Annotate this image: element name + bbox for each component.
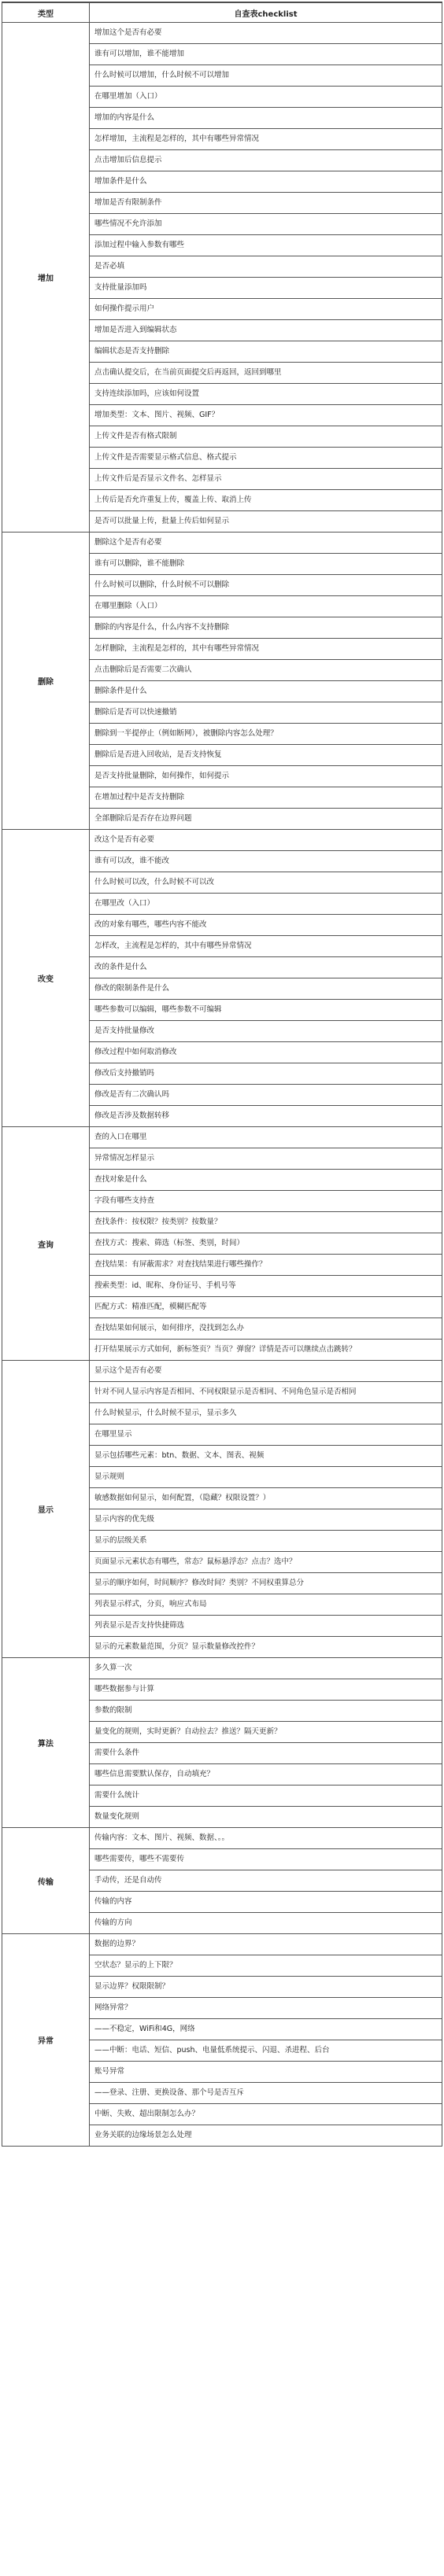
checklist-item: 谁有可以删除，谁不能删除	[90, 554, 442, 575]
checklist-item: 敏感数据如何显示，如何配置，（隐藏？权限设置？）	[90, 1488, 442, 1509]
checklist-item: 哪些数据参与计算	[90, 1679, 442, 1701]
checklist-item: 查找条件：按权限？按类别？按数量？	[90, 1212, 442, 1233]
checklist-item: 修改是否有二次确认吗	[90, 1085, 442, 1106]
checklist-item: 数量变化规则	[90, 1807, 442, 1828]
checklist-item: 哪些需要传，哪些不需要传	[90, 1849, 442, 1870]
checklist-item: 什么时候可以改，什么时候不可以改	[90, 872, 442, 894]
checklist-item: 哪些参数可以编辑，哪些参数不可编辑	[90, 1000, 442, 1021]
checklist-item: 数据的边界？	[90, 1934, 442, 1955]
table-row	[2, 830, 442, 851]
category-cell: 显示	[2, 1361, 90, 1658]
checklist-item: 增加的内容是什么	[90, 108, 442, 129]
checklist-sheet	[2, 2, 442, 2147]
checklist-item: 怎样改，主流程是怎样的，其中有哪些异常情况	[90, 936, 442, 957]
checklist-item: 空状态？显示的上下限？	[90, 1955, 442, 1977]
checklist-item: 显示的顺序如何，时间顺序？修改时间？类别？不同权重算总分	[90, 1573, 442, 1594]
checklist-item: ——中断：电话、短信、push、电量低系统提示、闪退、杀进程、后台	[90, 2040, 442, 2062]
category-cell: 改变	[2, 830, 90, 1127]
category-cell: 算法	[2, 1658, 90, 1828]
checklist-item: 点击增加后信息提示	[90, 150, 442, 171]
table-row	[2, 1828, 442, 1849]
checklist-item: ——登录、注册、更换设备、那个号是否互斥	[90, 2083, 442, 2104]
checklist-item: 显示边界？权限限制？	[90, 1977, 442, 1998]
checklist-item: 在哪里删除（入口）	[90, 596, 442, 617]
checklist-item: 谁有可以改，谁不能改	[90, 851, 442, 872]
table-row	[2, 1127, 442, 1148]
category-cell: 增加	[2, 23, 90, 533]
checklist-item: 哪些情况不允许添加	[90, 214, 442, 235]
checklist-item: 传输内容：文本、图片、视频、数据、。。	[90, 1828, 442, 1849]
table-row	[2, 1934, 442, 1955]
checklist-item: 查找结果如何展示，如何排序，没找到怎么办	[90, 1318, 442, 1340]
checklist-item: 支持批量添加吗	[90, 278, 442, 299]
checklist-item: 全部删除后是否存在边界问题	[90, 809, 442, 830]
checklist-item: 页面显示元素状态有哪些，常态？鼠标悬浮态？点击？选中？	[90, 1552, 442, 1573]
checklist-item: 哪些信息需要默认保存，自动填充？	[90, 1764, 442, 1786]
checklist-item: 是否支持批量删除，如何操作，如何提示	[90, 766, 442, 787]
checklist-item: 是否可以批量上传，批量上传后如何显示	[90, 511, 442, 533]
checklist-item: 增加是否有限制条件	[90, 193, 442, 214]
checklist-item: 在增加过程中是否支持删除	[90, 787, 442, 809]
checklist-item: 查的入口在哪里	[90, 1127, 442, 1148]
checklist-item: 点击确认提交后，在当前页面提交后再返回，返回到哪里	[90, 363, 442, 384]
checklist-item: 删除这个是否有必要	[90, 533, 442, 554]
checklist-item: 删除的内容是什么，什么内容不支持删除	[90, 617, 442, 639]
checklist-item: 查找结果：有屏蔽需求？对查找结果进行哪些操作？	[90, 1255, 442, 1276]
checklist-item: 多久算一次	[90, 1658, 442, 1679]
table-row	[2, 23, 442, 44]
checklist-item: 传输的内容	[90, 1892, 442, 1913]
checklist-item: 什么时候可以增加，什么时候不可以增加	[90, 65, 442, 87]
checklist-body	[2, 23, 442, 2147]
header-type: 类型	[2, 3, 90, 23]
checklist-item: 修改后支持撤销吗	[90, 1063, 442, 1085]
checklist-item: 查找方式：搜索、筛选（标签、类别，时间）	[90, 1233, 442, 1255]
checklist-item: 改的对象有哪些，哪些内容不能改	[90, 915, 442, 936]
checklist-item: 什么时候显示，什么时候不显示，显示多久	[90, 1403, 442, 1424]
checklist-item: 是否必填	[90, 256, 442, 278]
checklist-item: 增加是否进入到编辑状态	[90, 320, 442, 341]
category-cell: 查询	[2, 1127, 90, 1361]
checklist-item: 量变化的规则，实时更新？自动拉去？推送？隔天更新？	[90, 1722, 442, 1743]
checklist-item: 传输的方向	[90, 1913, 442, 1934]
checklist-item: 编辑状态是否支持删除	[90, 341, 442, 363]
checklist-item: 需要什么条件	[90, 1743, 442, 1764]
checklist-item: 手动传，还是自动传	[90, 1870, 442, 1892]
checklist-item: 需要什么统计	[90, 1786, 442, 1807]
checklist-item: 在哪里显示	[90, 1424, 442, 1446]
checklist-item: 添加过程中输入参数有哪些	[90, 235, 442, 256]
checklist-item: 修改是否涉及数据转移	[90, 1106, 442, 1127]
checklist-item: 是否支持批量修改	[90, 1021, 442, 1042]
checklist-item: 中断、失败、超出限制怎么办？	[90, 2104, 442, 2125]
checklist-item: 显示内容的优先级	[90, 1509, 442, 1531]
table-row	[2, 1658, 442, 1679]
checklist-item: 修改的限制条件是什么	[90, 978, 442, 1000]
checklist-item: 上传文件是否需要显示格式信息、格式提示	[90, 448, 442, 469]
category-cell: 删除	[2, 533, 90, 830]
checklist-item: 删除条件是什么	[90, 681, 442, 702]
checklist-item: 网络异常？	[90, 1998, 442, 2019]
checklist-item: 显示的元素数量范围，分页？显示数量修改控件？	[90, 1637, 442, 1658]
checklist-table	[2, 2, 442, 2147]
checklist-item: 上传文件是否有格式限制	[90, 426, 442, 448]
checklist-item: 业务关联的边缘场景怎么处理	[90, 2125, 442, 2147]
checklist-item: 谁有可以增加，谁不能增加	[90, 44, 442, 65]
checklist-item: 增加类型：文本、图片、视频、GIF？	[90, 405, 442, 426]
checklist-item: 字段有哪些支持查	[90, 1191, 442, 1212]
checklist-item: 账号异常	[90, 2062, 442, 2083]
checklist-item: 列表显示是否支持快捷筛选	[90, 1616, 442, 1637]
checklist-item: 如何操作提示用户	[90, 299, 442, 320]
checklist-item: 增加这个是否有必要	[90, 23, 442, 44]
checklist-item: 在哪里增加（入口）	[90, 87, 442, 108]
checklist-item: 参数的限制	[90, 1701, 442, 1722]
checklist-item: 匹配方式：精准匹配，模糊匹配等	[90, 1297, 442, 1318]
checklist-item: 支持连续添加吗，应该如何设置	[90, 384, 442, 405]
checklist-item: 列表显示样式，分页，响应式布局	[90, 1594, 442, 1616]
checklist-item: 改这个是否有必要	[90, 830, 442, 851]
checklist-item: 针对不同人显示内容是否相同、不同权限显示是否相同、不同角色显示是否相同	[90, 1382, 442, 1403]
checklist-item: 搜索类型：id、昵称、身份证号、手机号等	[90, 1276, 442, 1297]
checklist-item: 什么时候可以删除，什么时候不可以删除	[90, 575, 442, 596]
checklist-item: 上传后是否允许重复上传，覆盖上传、取消上传	[90, 490, 442, 511]
checklist-item: 查找对象是什么	[90, 1170, 442, 1191]
table-row	[2, 1361, 442, 1382]
checklist-item: 显示规则	[90, 1467, 442, 1488]
checklist-item: 显示这个是否有必要	[90, 1361, 442, 1382]
header-row	[2, 3, 442, 23]
checklist-item: 怎样删除，主流程是怎样的，其中有哪些异常情况	[90, 639, 442, 660]
checklist-item: 打开结果展示方式如何，新标签页？当页？弹窗？详情是否可以继续点击跳转？	[90, 1340, 442, 1361]
header-checklist: 自查表checklist	[90, 3, 442, 23]
checklist-item: 异常情况怎样显示	[90, 1148, 442, 1170]
category-cell: 传输	[2, 1828, 90, 1934]
checklist-item: 删除到一半提停止（例如断网），被删除内容怎么处理？	[90, 724, 442, 745]
checklist-item: 删除后是否进入回收站，是否支持恢复	[90, 745, 442, 766]
table-row	[2, 533, 442, 554]
category-cell: 异常	[2, 1934, 90, 2147]
checklist-item: 删除后是否可以快速撤销	[90, 702, 442, 724]
checklist-item: 显示的层级关系	[90, 1531, 442, 1552]
checklist-item: 改的条件是什么	[90, 957, 442, 978]
checklist-item: 显示包括哪些元素：btn、数据、文本、图表、视频	[90, 1446, 442, 1467]
checklist-item: 点击删除后是否需要二次确认	[90, 660, 442, 681]
checklist-item: 在哪里改（入口）	[90, 894, 442, 915]
checklist-item: 怎样增加，主流程是怎样的，其中有哪些异常情况	[90, 129, 442, 150]
checklist-item: 修改过程中如何取消修改	[90, 1042, 442, 1063]
checklist-item: 增加条件是什么	[90, 171, 442, 193]
checklist-item: 上传文件后是否显示文件名、怎样显示	[90, 469, 442, 490]
checklist-item: ——不稳定，WiFi和4G，网络	[90, 2019, 442, 2040]
